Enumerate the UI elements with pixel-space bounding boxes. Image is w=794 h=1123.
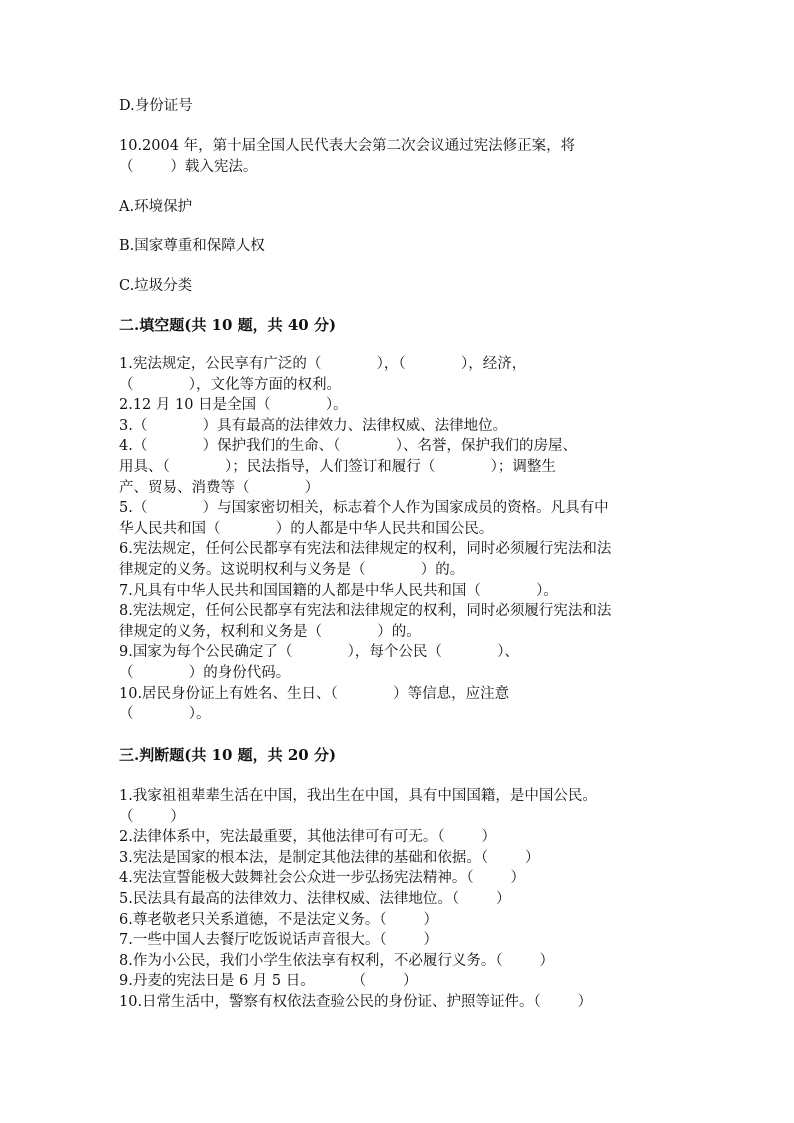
true-false-line: 3.宪法是国家的根本法，是制定其他法律的基础和依据。（ ） bbox=[119, 849, 540, 866]
true-false-line: 10.日常生活中，警察有权依法查验公民的身份证、护照等证件。（ ） bbox=[119, 993, 593, 1010]
option-text: B.国家尊重和保障人权 bbox=[119, 238, 265, 254]
question-stem-line: （ ）载入宪法。 bbox=[119, 158, 258, 175]
true-false-line: 4.宪法宣誓能极大鼓舞社会公众进一步弘扬宪法精神。（ ） bbox=[119, 870, 525, 887]
question-10-option-c bbox=[119, 276, 679, 297]
fill-blank-line: （ ），文化等方面的权利。 bbox=[119, 376, 342, 393]
section-heading: 三.判断题(共 10 题，共 20 分) bbox=[119, 746, 337, 764]
question-10-stem bbox=[119, 136, 679, 177]
section-two-heading bbox=[119, 315, 679, 335]
fill-blank-line: 律规定的义务。这说明权利与义务是（ ）的。 bbox=[119, 561, 465, 578]
true-false-line: 1.我家祖祖辈辈生活在中国，我出生在中国，具有中国国籍，是中国公民。 bbox=[119, 788, 597, 804]
question-10-option-a bbox=[119, 197, 679, 218]
section-two-questions bbox=[119, 354, 679, 725]
fill-blank-line: 3.（ ）具有最高的法律效力、法律权威、法律地位。 bbox=[119, 417, 508, 434]
fill-blank-line: 用具、（ ）；民法指导，人们签订和履行（ ）；调整生 bbox=[119, 458, 556, 475]
true-false-line: 5.民法具有最高的法律效力、法律权威、法律地位。（ ） bbox=[119, 890, 511, 907]
fill-blank-line: 1.宪法规定，公民享有广泛的（ ），（ ），经济， bbox=[119, 356, 527, 372]
section-three-questions bbox=[119, 786, 679, 1013]
fill-blank-line: （ ）。 bbox=[119, 706, 211, 723]
true-false-line: 7.一些中国人去餐厅吃饭说话声音很大。（ ） bbox=[119, 932, 438, 949]
section-three-heading bbox=[119, 745, 679, 765]
fill-blank-line: 8.宪法规定，任何公民都享有宪法和法律规定的权利，同时必须履行宪法和法 bbox=[119, 603, 612, 620]
question-10-option-b bbox=[119, 236, 679, 257]
fill-blank-line: 9.国家为每个公民确定了（ ），每个公民（ ）、 bbox=[119, 644, 519, 661]
fill-blank-line: 10.居民身份证上有姓名、生日、（ ）等信息，应注意 bbox=[119, 685, 510, 702]
fill-blank-line: 律规定的义务，权利和义务是（ ）的。 bbox=[119, 623, 421, 640]
fill-blank-line: 5.（ ）与国家密切相关，标志着个人作为国家成员的资格。凡具有中 bbox=[119, 500, 609, 517]
true-false-line: 8.作为小公民，我们小学生依法享有权利，不必履行义务。（ ） bbox=[119, 952, 554, 969]
fill-blank-line: 7.凡具有中华人民共和国国籍的人都是中华人民共和国（ ）。 bbox=[119, 582, 558, 599]
question-9-option-d bbox=[119, 96, 679, 117]
true-false-line: 6.尊老敬老只关系道德，不是法定义务。（ ） bbox=[119, 911, 438, 928]
fill-blank-line: 2.12 月 10 日是全国（ ）。 bbox=[119, 397, 348, 414]
fill-blank-line: 6.宪法规定，任何公民都享有宪法和法律规定的权利，同时必须履行宪法和法 bbox=[119, 541, 612, 558]
fill-blank-line: 产、贸易、消费等（ ） bbox=[119, 479, 320, 496]
true-false-line: 2.法律体系中，宪法最重要，其他法律可有可无。（ ） bbox=[119, 829, 496, 846]
option-text: A.环境保护 bbox=[119, 199, 193, 215]
option-text: C.垃圾分类 bbox=[119, 278, 193, 294]
question-stem-line: 10.2004 年，第十届全国人民代表大会第二次会议通过宪法修正案，将 bbox=[119, 138, 576, 154]
fill-blank-line: 华人民共和国（ ）的人都是中华人民共和国公民。 bbox=[119, 520, 494, 537]
fill-blank-line: （ ）的身份代码。 bbox=[119, 664, 291, 681]
true-false-line: （ ） bbox=[119, 808, 185, 825]
section-heading: 二.填空题(共 10 题，共 40 分) bbox=[119, 316, 337, 334]
fill-blank-line: 4.（ ）保护我们的生命、（ ）、名誉，保护我们的房屋、 bbox=[119, 438, 577, 455]
true-false-line: 9.丹麦的宪法日是 6 月 5 日。 （ ） bbox=[119, 973, 418, 990]
option-text: D.身份证号 bbox=[119, 98, 193, 114]
